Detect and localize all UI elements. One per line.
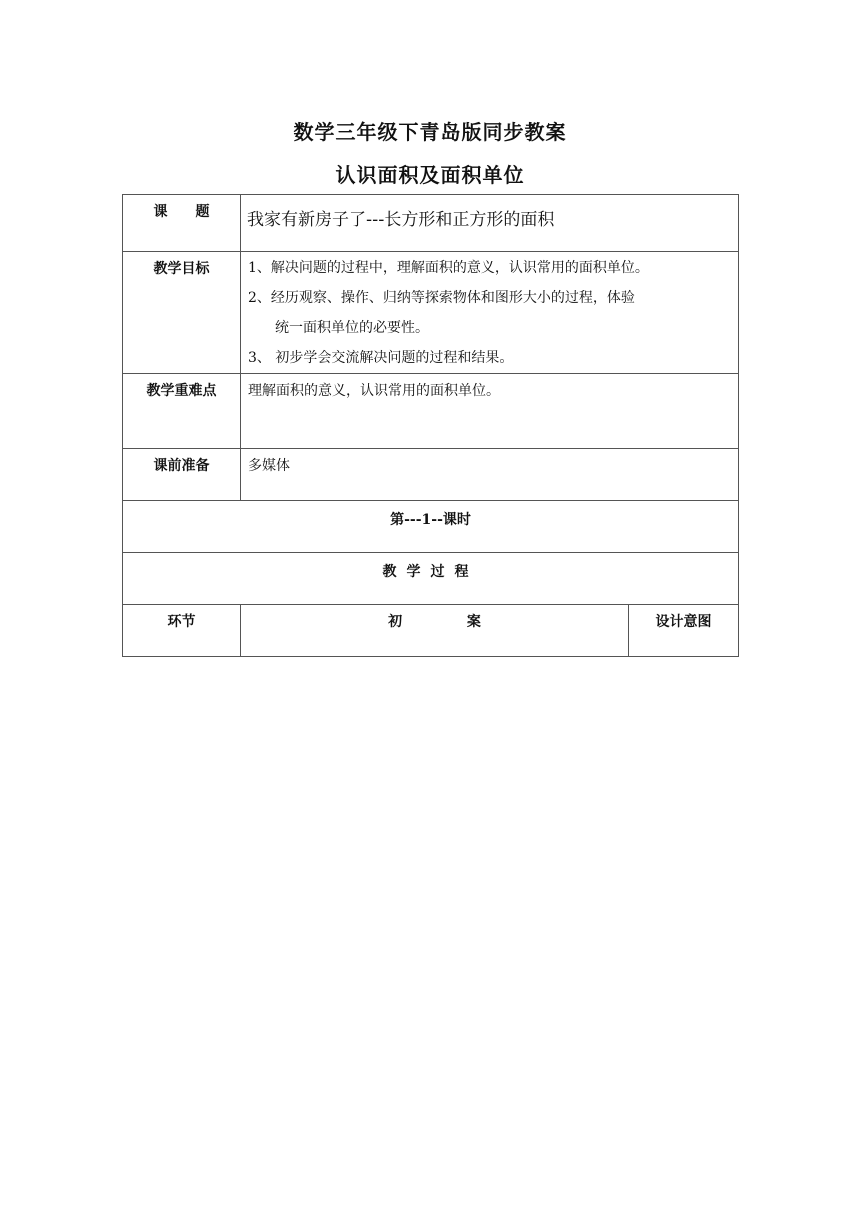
table-row-goals — [123, 252, 739, 374]
document-subtitle: 认识面积及面积单位 — [335, 163, 525, 187]
prep-value: 多媒体 — [241, 449, 739, 501]
key-points-label: 教学重难点 — [123, 374, 241, 449]
column-header-intent: 设计意图 — [629, 605, 739, 657]
goal-item-2-continued: 统一面积单位的必要性。 — [275, 320, 429, 336]
column-header-plan: 初 案 — [241, 605, 629, 657]
key-points-value: 理解面积的意义，认识常用的面积单位。 — [241, 374, 739, 449]
process-heading: 教学过程 — [123, 553, 739, 605]
table-row-columns — [123, 605, 739, 657]
goals-label: 教学目标 — [123, 252, 241, 374]
table-row-session — [123, 501, 739, 553]
session-label: 第---1--课时 — [123, 501, 739, 553]
topic-value: 我家有新房子了---长方形和正方形的面积 — [241, 195, 739, 252]
goal-item-1: 1、解决问题的过程中，理解面积的意义，认识常用的面积单位。 — [248, 260, 649, 276]
goals-list — [241, 252, 739, 374]
topic-label: 课 题 — [123, 195, 241, 252]
table-row-prep — [123, 449, 739, 501]
prep-label: 课前准备 — [123, 449, 241, 501]
document-title: 数学三年级下青岛版同步教案 — [293, 120, 567, 144]
goal-item-2: 2、经历观察、操作、归纳等探索物体和图形大小的过程，体验 — [248, 290, 635, 306]
lesson-plan-table — [122, 194, 739, 657]
table-row-key-points — [123, 374, 739, 449]
column-header-stage: 环节 — [123, 605, 241, 657]
table-row-process — [123, 553, 739, 605]
goal-item-3: 3、 初步学会交流解决问题的过程和结果。 — [248, 350, 514, 366]
table-row-topic — [123, 195, 739, 252]
